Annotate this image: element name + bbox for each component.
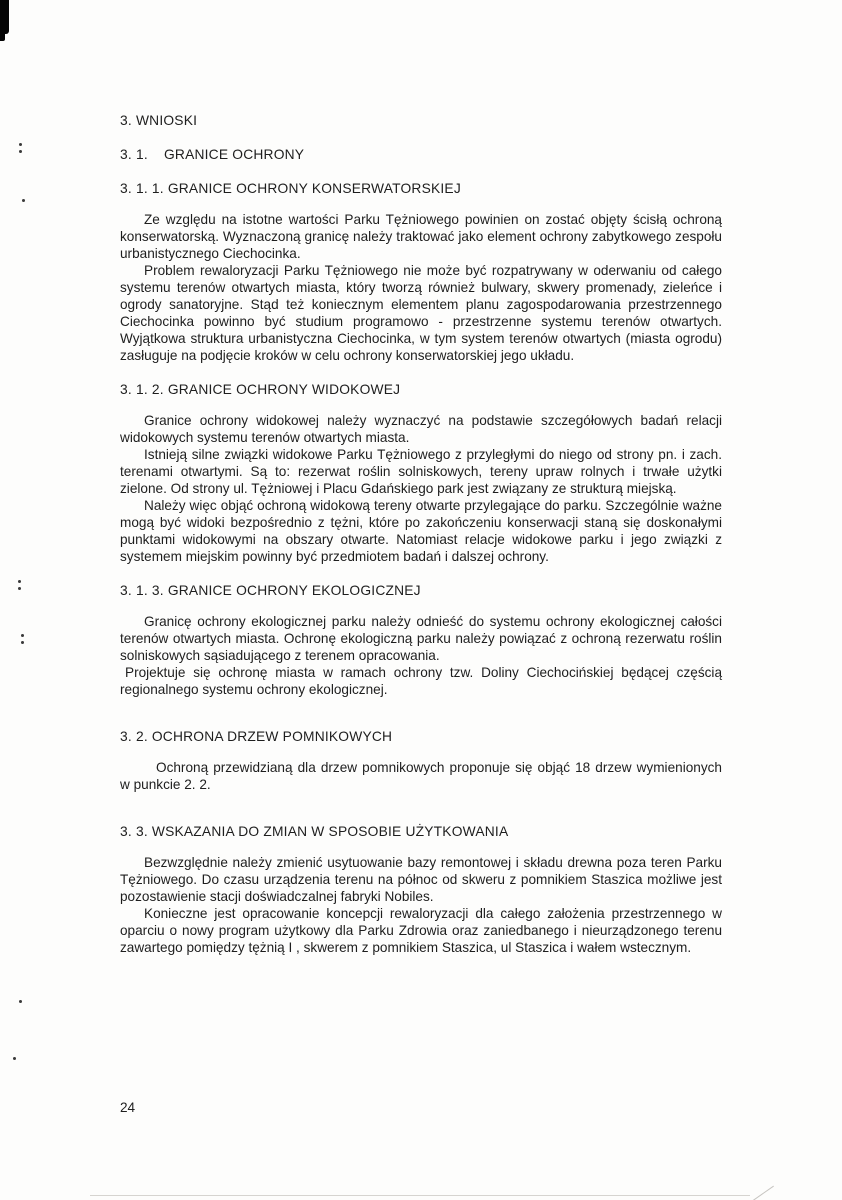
section-heading-ochrona-drzew: 3. 2. OCHRONA DRZEW POMNIKOWYCH [120,729,393,744]
paragraph: Problem rewaloryzacji Parku Tężniowego nie może być rozpatrywany w oderwaniu od całego systemu terenów otwartych miasta, który tworzą również bulwary, skwery promenady, zieleńce i ogrody sanatoryjne. Stąd też koniecznym elementem planu zagospodarowania przestrzennego Ciechocinka powinno być studium programowo - przestrzenne systemu terenów otwartych. Wyjątkowa struktura urbanistyczna Ciechocinka, w tym system terenów otwartych (miasta ogrodu) zasługuje na podjęcie kroków w celu ochrony konserwatorskiej jego układu. [120,263,722,363]
paragraph: Granicę ochrony ekologicznej parku należy odnieść do systemu ochrony ekologicznej całości terenów otwartych miasta. Ochronę ekologiczną parku należy powiązać z ochroną rezerwatu roślin solniskowych sąsiadującego z terenem opracowania. [120,614,722,663]
scan-artifact-corner [752,1186,774,1200]
scan-artifact-bottom-edge [90,1195,750,1196]
section-heading-wnioski: 3. WNIOSKI [120,113,198,128]
section-heading-granice-ekologicznej: 3. 1. 3. GRANICE OCHRONY EKOLOGICZNEJ [120,583,421,598]
scan-artifact-mark [19,143,22,146]
section-heading-granice-konserwatorskiej: 3. 1. 1. GRANICE OCHRONY KONSERWATORSKIEJ [120,181,461,196]
scan-artifact-black-bar [0,0,9,34]
paragraph: Granice ochrony widokowej należy wyznaczyć na podstawie szczegółowych badań relacji widokowych systemu terenów otwartych miasta. [120,413,722,445]
document-content [120,112,722,956]
paragraph: Konieczne jest opracowanie koncepcji rewaloryzacji dla całego założenia przestrzennego w oparciu o nowy program użytkowy dla Parku Zdrowia oraz zaniedbanego i nieurządzonego terenu zawartego pomiędzy tężnią I , skwerem z pomnikiem Staszica, ul Staszica i wałem wstecznym. [120,906,722,955]
paragraph: Ochroną przewidzianą dla drzew pomnikowych proponuje się objąć 18 drzew wymienionych w punkcie 2. 2. [120,760,722,792]
paragraph: Bezwzględnie należy zmienić usytuowanie bazy remontowej i składu drewna poza teren Parku Tężniowego. Do czasu urządzenia terenu na północ od skweru z pomnikiem Staszica możliwe jest pozostawienie stacji doświadczalnej fabryki Nobiles. [120,855,722,904]
page-number: 24 [120,1100,136,1115]
section-heading-granice-widokowej: 3. 1. 2. GRANICE OCHRONY WIDOKOWEJ [120,382,401,397]
scan-artifact-mark [22,199,25,202]
paragraph: Projektuje się ochronę miasta w ramach ochrony tzw. Doliny Ciechocińskiej będącej częścią regionalnego systemu ochrony ekologicznej. [120,665,722,697]
scan-artifact-mark [13,1057,16,1060]
paragraph: Ze względu na istotne wartości Parku Tężniowego powinien on zostać objęty ścisłą ochroną konserwatorską. Wyznaczoną granicę należy traktować jako element ochrony zabytkowego zespołu urbanistycznego Ciechocinka. [120,212,722,261]
paragraph: Należy więc objąć ochroną widokową tereny otwarte przylegające do parku. Szczególnie ważne mogą być widoki bezpośrednio z tężni, które po zakończeniu konserwacji staną się doskonałymi punktami widokowymi na obszary otwarte. Natomiast relacje widokowe parku i jego związki z systemem miejskim powinny być przedmiotem badań i dalszej ochrony. [120,498,722,564]
scan-artifact-mark [21,634,24,637]
section-heading-granice-ochrony: 3. 1. GRANICE OCHRONY [120,147,305,162]
scan-artifact-mark [19,1000,22,1003]
section-heading-wskazania: 3. 3. WSKAZANIA DO ZMIAN W SPOSOBIE UŻYTKOWANIA [120,824,509,839]
scan-artifact-mark [18,580,21,583]
paragraph: Istnieją silne związki widokowe Parku Tężniowego z przyległymi do niego od strony pn. i zach. terenami otwartymi. Są to: rezerwat roślin solniskowych, tereny upraw rolnych i trwałe użytki zielone. Od strony ul. Tężniowej i Placu Gdańskiego park jest związany ze strukturą miejską. [120,447,722,496]
